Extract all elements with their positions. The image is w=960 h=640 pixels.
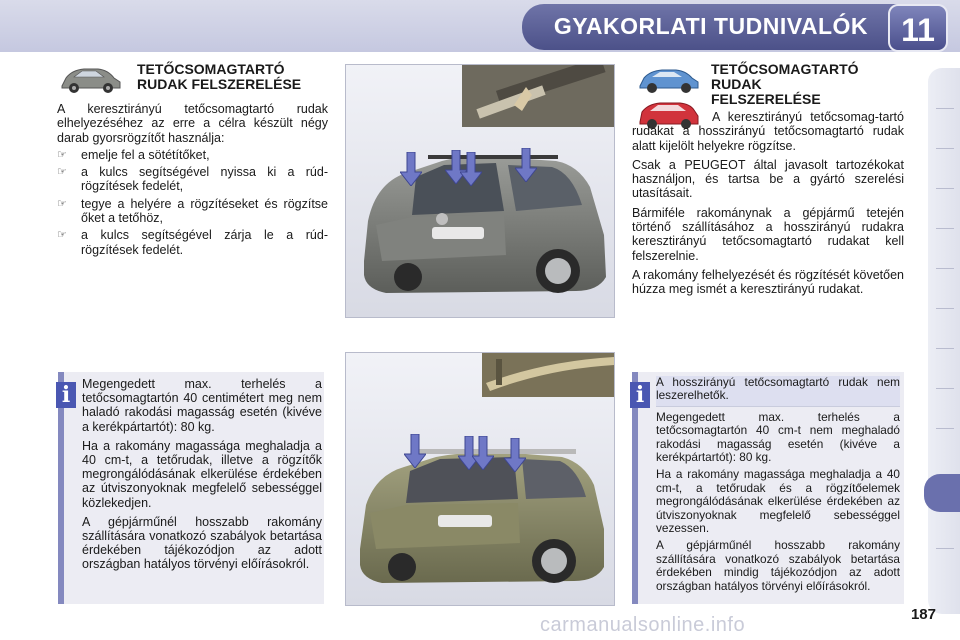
tab-divider [936, 308, 954, 309]
down-arrow-icon [515, 148, 537, 187]
info-paragraph: Megengedett max. terhelés a tetőcsomagtartón 40 centimétert meg nem haladó rakodási magasság esetén (kivéve a kerékpártartót): 80 kg. [82, 377, 322, 434]
paragraph: A rakomány felhelyezését és rögzítését követően húzza meg ismét a keresztirányú rudakat. [632, 267, 904, 297]
pointing-hand-icon: ☞ [57, 229, 67, 242]
info-paragraph: Megengedett max. terhelés a tetőcsomagtartón 40 cm-t nem meghaladó rakodási magasság esetén (kivéve a kerékpártartót): 80 kg. [656, 409, 900, 465]
info-icon: i [56, 382, 76, 408]
tab-divider [936, 268, 954, 269]
tab-divider [936, 388, 954, 389]
section-title-line: RUDAK FELSZERELÉSE [137, 76, 302, 92]
down-arrow-icon [472, 436, 494, 475]
chapter-title: GYAKORLATI TUDNIVALÓK [553, 13, 868, 39]
watermark: carmanualsonline.info [540, 614, 746, 636]
page-number: 187 [910, 606, 936, 623]
down-arrow-icon [404, 434, 426, 473]
car-thumbnail-icon [636, 66, 702, 101]
info-box [58, 372, 324, 604]
section-title-line: TETŐCSOMAGTARTÓ [137, 61, 285, 77]
list-item: ☞ a kulcs segítségével zárja le a rúd-rögzítések fedelét. [57, 228, 328, 257]
tab-divider [936, 428, 954, 429]
intro-paragraph: A keresztirányú tetőcsomagtartó rudak elhelyezéséhez az erre a célra készült négy darab gyorsrögzítőt használja: [57, 102, 328, 145]
active-chapter-tab[interactable] [924, 474, 960, 512]
right-instructions [632, 110, 904, 297]
chapter-number: 11 [888, 4, 948, 52]
down-arrow-icon [504, 438, 526, 477]
left-instructions [57, 102, 328, 257]
down-arrow-icon [400, 152, 422, 191]
car-thumbnail-icon [58, 64, 124, 101]
tab-divider [936, 148, 954, 149]
info-paragraph: Ha a rakomány magassága meghaladja a 40 cm-t, a tetőrudak és a rögzítőelemek megrongálódásának elkerülése érdekében az útviszonyoknak megfelelő sebességgel vezessen. [656, 467, 900, 536]
paragraph: Csak a PEUGEOT által javasolt tartozékokat használjon, és tartsa be a gyártó szerelési utasításait. [632, 157, 904, 201]
paragraph: Bármiféle rakománynak a gépjármű tetején történő szállításához a hosszirányú rudakra keresztirányú tetőcsomagtartó rudakat kell felszerelnie. [632, 205, 904, 263]
section-title-line: RUDAK [711, 76, 762, 92]
info-icon: i [630, 382, 650, 408]
section-title [137, 62, 301, 92]
pointing-hand-icon: ☞ [57, 166, 67, 179]
info-paragraph: A hosszirányú tetőcsomagtartó rudak nem leszerelhetők. [656, 376, 900, 407]
paragraph: A keresztirányú tetőcsomag-tartó rudakat a hosszirányú tetőcsomagtartó rudak alatt kijelölt helyekre rögzítse. [632, 110, 904, 153]
car-photo-hatchback [345, 64, 615, 318]
section-title-line: FELSZERELÉSE [711, 91, 821, 107]
info-paragraph: A gépjárműnél hosszabb rakomány szállítására vonatkozó szabályok betartása érdekében mindig tájékozódjon az adott országban hatályos törvényi előírásokról. [656, 538, 900, 593]
pointing-hand-icon: ☞ [57, 148, 67, 161]
list-item: ☞ tegye a helyére a rögzítéseket és rögzítse őket a tetőhöz, [57, 196, 328, 226]
tab-divider [936, 108, 954, 109]
down-arrow-icon [460, 152, 482, 191]
tab-divider [936, 348, 954, 349]
car-photo-estate [345, 352, 615, 606]
list-item: ☞ emelje fel a sötétítőket, [57, 147, 210, 162]
chapter-tab-strip [928, 68, 960, 614]
section-title-line: TETŐCSOMAGTARTÓ [711, 61, 859, 77]
tab-divider [936, 548, 954, 549]
section-title [711, 62, 859, 107]
tab-divider [936, 188, 954, 189]
tab-divider [936, 228, 954, 229]
info-box [632, 372, 904, 604]
list-item: ☞ a kulcs segítségével nyissa ki a rúd-rögzítések fedelét, [57, 165, 328, 194]
info-paragraph: Ha a rakomány magassága meghaladja a 40 cm-t, a tetőrudak, illetve a rögzítők megrongálódásának elkerülése érdekében az útviszonyoknak megfelelő sebességgel közlekedjen. [82, 438, 322, 510]
pointing-hand-icon: ☞ [57, 197, 67, 210]
info-paragraph: A gépjárműnél hosszabb rakomány szállítására vonatkozó szabályok betartása érdekében tájékozódjon az adott országban hatályos törvényi előírásokról. [82, 514, 322, 572]
